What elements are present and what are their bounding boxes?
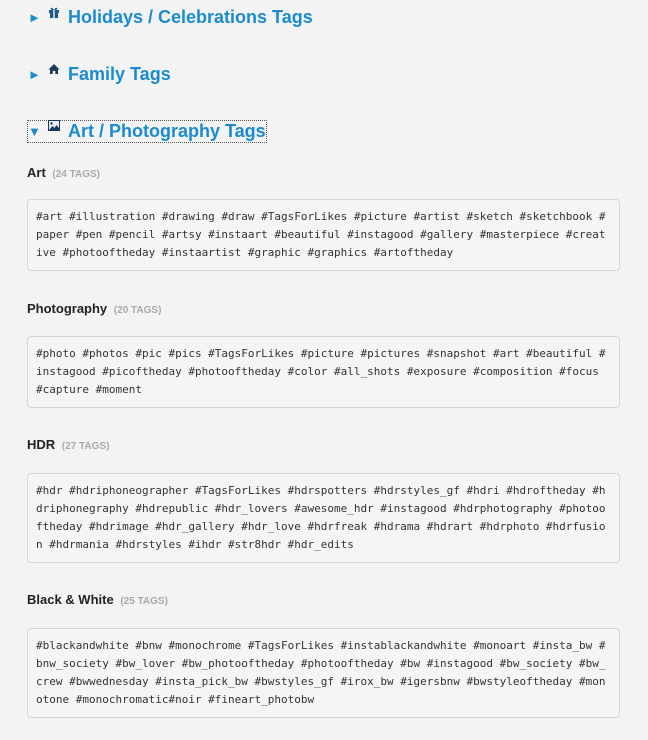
tag-count: (24 TAGS) [52,169,101,180]
section-toggle-holidays[interactable] [28,7,313,28]
expand-arrow-icon: ► [28,67,41,82]
picture-icon [48,120,62,134]
expand-arrow-icon: ► [28,10,41,25]
category-title: Photography [27,301,108,316]
section-toggle-family[interactable] [28,64,171,85]
tag-count: (27 TAGS) [61,441,110,452]
tag-count: (25 TAGS) [120,596,168,607]
gift-icon [48,6,62,20]
category-heading-hdr [27,437,109,452]
section-toggle-art-photography[interactable] [28,121,266,142]
category-title: HDR [27,437,56,452]
category-title: Black & White [27,592,114,607]
collapse-arrow-icon: ▼ [28,124,41,139]
tag-box-black-white[interactable]: #blackandwhite #bnw #monochrome #TagsForLikes #instablackandwhite #monoart #insta_bw #bnw_society #bw_lover #bw_photooftheday #photooftheday #bw #instagood #bw_society #bw_crew #bwwednesday #insta_pick_bw #bwstyles_gf #irox_bw #igersbnw #bwstyleoftheday #monotone #monochromatic#noir #fineart_photobw [27,628,620,718]
tag-box-art[interactable]: #art #illustration #drawing #draw #TagsForLikes #picture #artist #sketch #sketchbook #paper #pen #pencil #artsy #instaart #beautiful #instagood #gallery #masterpiece #creative #photooftheday #instaartist #graphic #graphics #artoftheday [27,199,620,271]
category-title: Art [27,165,46,180]
tag-box-photography[interactable]: #photo #photos #pic #pics #TagsForLikes #picture #pictures #snapshot #art #beautiful #instagood #picoftheday #photooftheday #color #all_shots #exposure #composition #focus #capture #moment [27,336,620,408]
tag-box-hdr[interactable]: #hdr #hdriphoneographer #TagsForLikes #hdrspotters #hdrstyles_gf #hdri #hdroftheday #hdriphonegraphy #hdrepublic #hdr_lovers #awesome_hdr #instagood #hdrphotography #photooftheday #hdrimage #hdr_gallery #hdr_love #hdrfreak #hdrama #hdrart #hdrphoto #hdrfusion #hdrmania #hdrstyles #ihdr #str8hdr #hdr_edits [27,473,620,563]
section-title: Family Tags [68,64,171,84]
category-heading-art [27,165,100,180]
section-title: Holidays / Celebrations Tags [68,7,313,27]
home-icon [48,63,62,77]
section-title: Art / Photography Tags [68,121,266,141]
tag-count: (20 TAGS) [113,305,162,316]
category-heading-black-white [27,592,168,607]
category-heading-photography [27,301,161,316]
